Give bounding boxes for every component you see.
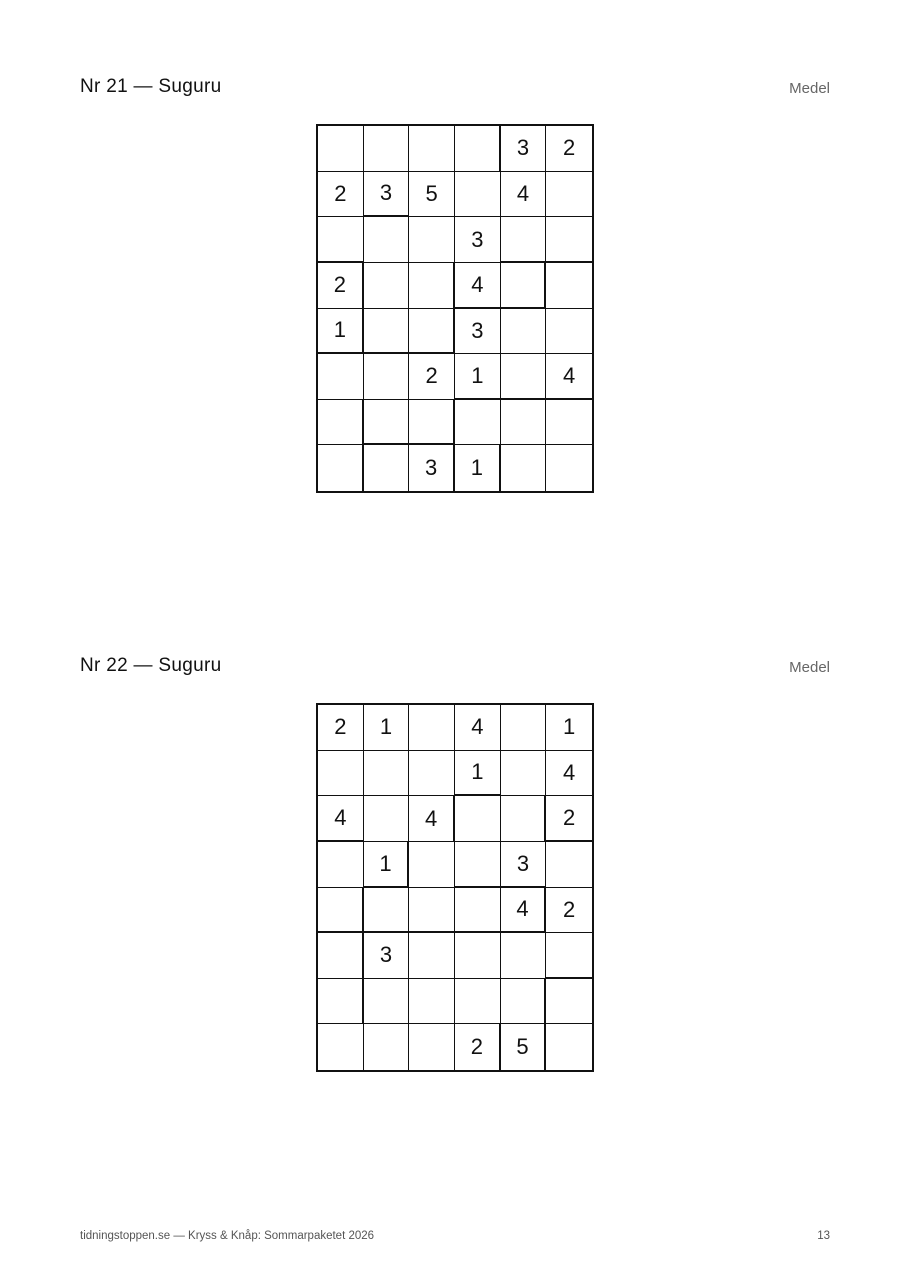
grid-cell[interactable] [546, 933, 592, 979]
grid-cell[interactable] [501, 445, 547, 491]
difficulty-label-21: Medel [789, 80, 830, 97]
grid-cell[interactable] [318, 445, 364, 491]
grid-cell[interactable] [409, 979, 455, 1025]
grid-cell[interactable] [501, 751, 547, 797]
grid-cell[interactable] [546, 979, 592, 1025]
grid-cell[interactable] [455, 842, 501, 888]
grid-cell[interactable]: 1 [318, 309, 364, 355]
grid-cell[interactable] [546, 217, 592, 263]
grid-cell[interactable]: 1 [455, 445, 501, 491]
grid-cell[interactable]: 4 [501, 888, 547, 934]
grid-cell[interactable]: 3 [364, 933, 410, 979]
grid-cell[interactable] [318, 979, 364, 1025]
grid-cell[interactable] [546, 1024, 592, 1070]
grid-cell[interactable]: 5 [501, 1024, 547, 1070]
grid-cell[interactable] [318, 842, 364, 888]
grid-cell[interactable] [318, 354, 364, 400]
grid-cell[interactable]: 1 [546, 705, 592, 751]
grid-cell[interactable] [455, 172, 501, 218]
grid-cell[interactable]: 1 [455, 751, 501, 797]
grid-cell[interactable] [364, 979, 410, 1025]
grid-cell[interactable] [501, 933, 547, 979]
puzzle-title-22: Nr 22 — Suguru [80, 655, 222, 676]
grid-cell[interactable] [364, 400, 410, 446]
grid-cell[interactable] [318, 1024, 364, 1070]
grid-cell[interactable] [501, 796, 547, 842]
grid-cell[interactable] [318, 888, 364, 934]
grid-cell[interactable] [364, 126, 410, 172]
grid-cell[interactable]: 4 [455, 705, 501, 751]
grid-cell[interactable] [501, 217, 547, 263]
grid-cell[interactable]: 2 [546, 796, 592, 842]
grid-cell[interactable] [409, 1024, 455, 1070]
grid-cell[interactable]: 5 [409, 172, 455, 218]
grid-cell[interactable] [455, 400, 501, 446]
grid-cell[interactable] [409, 842, 455, 888]
grid-cell[interactable] [546, 309, 592, 355]
grid-cell[interactable] [501, 400, 547, 446]
grid-cell[interactable]: 2 [409, 354, 455, 400]
grid-cell[interactable] [409, 217, 455, 263]
grid-cell[interactable]: 2 [546, 888, 592, 934]
grid-cell[interactable] [501, 979, 547, 1025]
grid-cell[interactable]: 2 [318, 705, 364, 751]
puzzle-title-21: Nr 21 — Suguru [80, 76, 222, 97]
grid-cell[interactable] [364, 796, 410, 842]
grid-cell[interactable] [364, 751, 410, 797]
grid-cell[interactable] [455, 888, 501, 934]
grid-cell[interactable] [364, 888, 410, 934]
grid-cell[interactable]: 1 [455, 354, 501, 400]
grid-cell[interactable] [409, 888, 455, 934]
grid-cell[interactable] [501, 309, 547, 355]
grid-cell[interactable]: 3 [455, 309, 501, 355]
grid-cell[interactable]: 2 [318, 172, 364, 218]
grid-cell[interactable] [455, 796, 501, 842]
grid-cell[interactable] [501, 354, 547, 400]
grid-cell[interactable] [364, 1024, 410, 1070]
suguru-grid-22 [316, 703, 594, 1072]
difficulty-label-22: Medel [789, 659, 830, 676]
grid-cell[interactable]: 3 [455, 217, 501, 263]
footer-page-number: 13 [817, 1230, 830, 1242]
grid-cell[interactable]: 4 [318, 796, 364, 842]
grid-cell[interactable] [318, 933, 364, 979]
grid-cell[interactable] [546, 172, 592, 218]
grid-cell[interactable] [409, 263, 455, 309]
grid-cell[interactable]: 4 [546, 751, 592, 797]
grid-cell[interactable]: 2 [318, 263, 364, 309]
footer-publication: tidningstoppen.se — Kryss & Knåp: Sommarpaketet 2026 [80, 1230, 375, 1242]
grid-cell[interactable] [455, 979, 501, 1025]
grid-cell[interactable]: 4 [409, 796, 455, 842]
grid-cell[interactable] [318, 751, 364, 797]
grid-cell[interactable] [364, 217, 410, 263]
grid-cell[interactable]: 2 [455, 1024, 501, 1070]
grid-cell[interactable]: 4 [501, 172, 547, 218]
grid-cell[interactable] [409, 309, 455, 355]
grid-cell[interactable] [318, 126, 364, 172]
grid-cell[interactable] [546, 445, 592, 491]
grid-cell[interactable] [409, 126, 455, 172]
grid-cell[interactable]: 4 [546, 354, 592, 400]
grid-cell[interactable] [455, 126, 501, 172]
grid-cell[interactable] [409, 400, 455, 446]
grid-cell[interactable] [364, 263, 410, 309]
grid-cell[interactable] [364, 354, 410, 400]
grid-cell[interactable] [409, 933, 455, 979]
grid-cell[interactable] [501, 705, 547, 751]
grid-cell[interactable] [409, 705, 455, 751]
grid-cell[interactable]: 1 [364, 705, 410, 751]
grid-cell[interactable] [546, 400, 592, 446]
grid-cell[interactable]: 1 [364, 842, 410, 888]
grid-cell[interactable] [364, 445, 410, 491]
grid-cell[interactable] [546, 263, 592, 309]
grid-cell[interactable] [318, 217, 364, 263]
grid-cell[interactable] [501, 263, 547, 309]
grid-cell[interactable]: 3 [501, 126, 547, 172]
grid-cell[interactable]: 4 [455, 263, 501, 309]
grid-cell[interactable]: 3 [409, 445, 455, 491]
grid-cell[interactable] [318, 400, 364, 446]
grid-cell[interactable]: 2 [546, 126, 592, 172]
grid-cell[interactable] [409, 751, 455, 797]
grid-cell[interactable] [455, 933, 501, 979]
grid-cell[interactable]: 3 [501, 842, 547, 888]
suguru-grid-21 [316, 124, 594, 493]
grid-cell[interactable] [546, 842, 592, 888]
grid-cell[interactable] [364, 309, 410, 355]
grid-cell[interactable]: 3 [364, 172, 410, 218]
